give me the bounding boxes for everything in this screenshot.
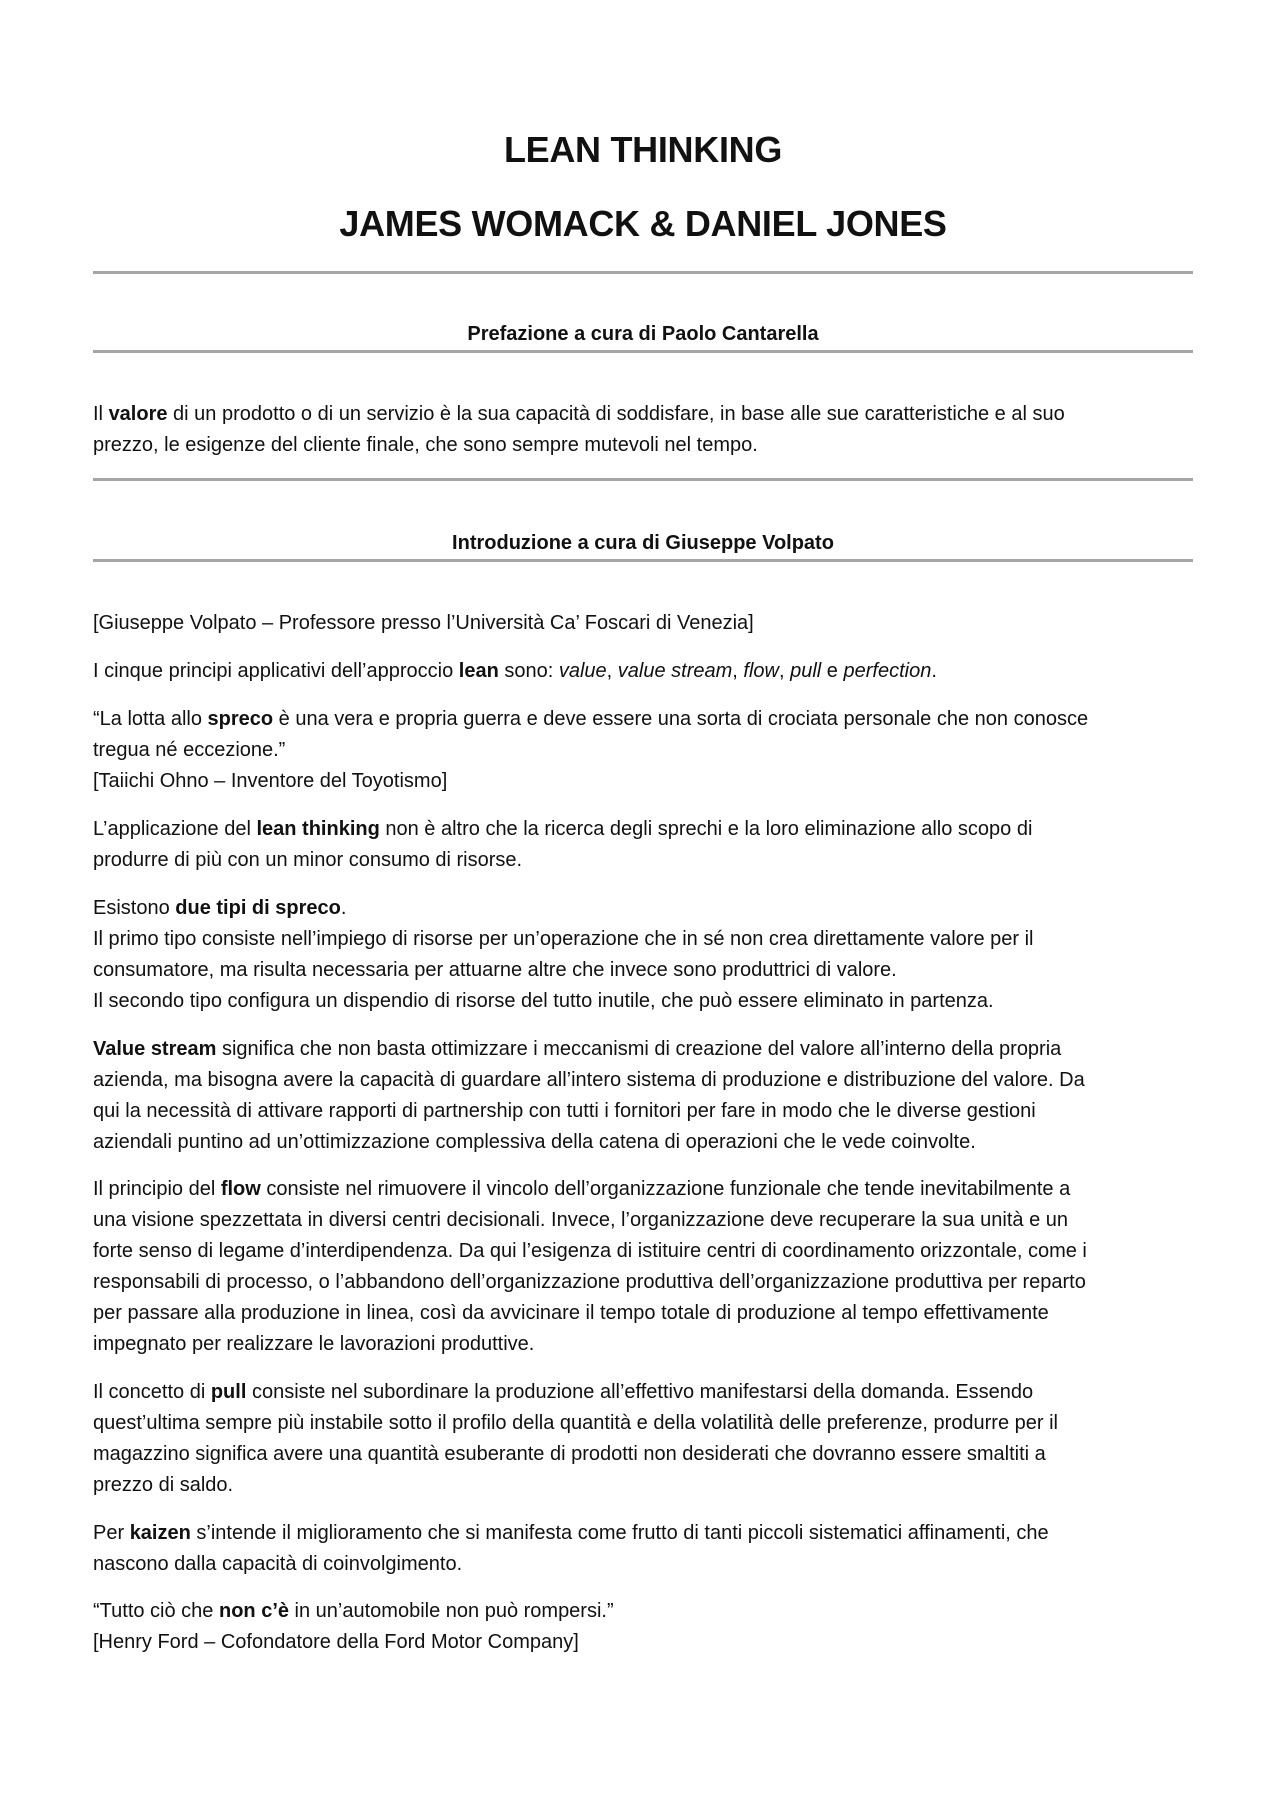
term-flow: flow	[220, 1178, 261, 1200]
ford-quote: “Tutto ciò che non c’è in un’automobile non può rompersi.” [Henry Ford – Cofondatore della Ford Motor Company]	[93, 1600, 614, 1653]
ohno-quote: “La lotta allo spreco è una vera e propria guerra e deve essere una sorta di crociata personale che non conosce tregua né eccezione.” [Taiichi Ohno – Inventore del Toyotismo]	[93, 708, 1089, 792]
intro-heading-divider	[93, 559, 1193, 562]
waste-paragraph: Esistono due tipi di spreco. Il primo tipo consiste nell’impiego di risorse per un’operazione che in sé non crea direttamente valore per il consumatore, ma risulta necessaria per attuarne altre che invece sono produttrici di valore. Il secondo tipo configura un dispendio di risorse del tutto inutile, che può essere eliminato in partenza.	[93, 897, 1034, 1012]
intro-author-note: [Giuseppe Volpato – Professore presso l’Università Ca’ Foscari di Venezia]	[93, 612, 754, 634]
term-value-stream: Value stream	[93, 1038, 217, 1060]
pull-paragraph: Il concetto di pull consiste nel subordinare la produzione all’effettivo manifestarsi della domanda. Essendo quest’ultima sempre più instabile sotto il profilo della quantità e della volatilità delle preferenze, produrre per il magazzino significa avere una quantità esuberante di prodotti non desiderati che dovranno essere smaltiti a prezzo di saldo.	[93, 1381, 1058, 1496]
term-lean: lean	[458, 660, 499, 682]
preface-paragraph: Il valore di un prodotto o di un servizio è la sua capacità di soddisfare, in base alle sue caratteristiche e al suo prezzo, le esigenze del cliente finale, che sono sempre mutevoli nel tempo.	[93, 403, 1065, 456]
term-kaizen: kaizen	[129, 1522, 191, 1544]
intro-heading: Introduzione a cura di Giuseppe Volpato	[452, 532, 834, 554]
term-pull: pull	[210, 1381, 247, 1403]
value-stream-paragraph: Value stream significa che non basta ottimizzare i meccanismi di creazione del valore all’interno della propria azienda, ma bisogna avere la capacità di guardare all’intero sistema di produzione e distribuzione del valore. Da qui la necessità di attivare rapporti di partnership con tutti i fornitori per fare in modo che le diverse gestioni aziendali puntino ad un’ottimizzazione complessiva della catena di operazioni che le vede coinvolte.	[93, 1038, 1085, 1153]
application-paragraph: L’applicazione del lean thinking non è altro che la ricerca degli sprechi e la loro eliminazione allo scopo di produrre di più con un minor consumo di risorse.	[93, 818, 1033, 871]
preface-divider	[93, 478, 1193, 481]
term-valore: valore	[108, 403, 168, 425]
term-spreco: spreco	[207, 708, 274, 730]
principles-paragraph: I cinque principi applicativi dell’approccio lean sono: value, value stream, flow, pull e perfection.	[93, 660, 937, 682]
document-authors: JAMES WOMACK & DANIEL JONES	[339, 203, 947, 244]
preface-heading-divider	[93, 350, 1193, 353]
term-lean-thinking: lean thinking	[256, 818, 380, 840]
document-title: LEAN THINKING	[503, 129, 783, 170]
preface-heading: Prefazione a cura di Paolo Cantarella	[467, 323, 819, 345]
flow-paragraph: Il principio del flow consiste nel rimuovere il vincolo dell’organizzazione funzionale che tende inevitabilmente a una visione spezzettata in diversi centri decisionali. Invece, l’organizzazione deve recuperare la sua unità e un forte senso di legame d’interdipendenza. Da qui l’esigenza di istituire centri di coordinamento orizzontale, come i responsabili di processo, o l’abbandono dell’organizzazione produttiva dell’organizzazione produttiva per reparto per passare alla produzione in linea, così da avvicinare il tempo totale di produzione al tempo effettivamente impegnato per realizzare le lavorazioni produttive.	[93, 1178, 1087, 1355]
header-divider	[93, 271, 1193, 274]
term-due-tipi-di-spreco: due tipi di spreco	[175, 897, 341, 919]
term-non-ce: non c’è	[218, 1600, 289, 1622]
kaizen-paragraph: Per kaizen s’intende il miglioramento che si manifesta come frutto di tanti piccoli sistematici affinamenti, che nascono dalla capacità di coinvolgimento.	[93, 1522, 1049, 1575]
